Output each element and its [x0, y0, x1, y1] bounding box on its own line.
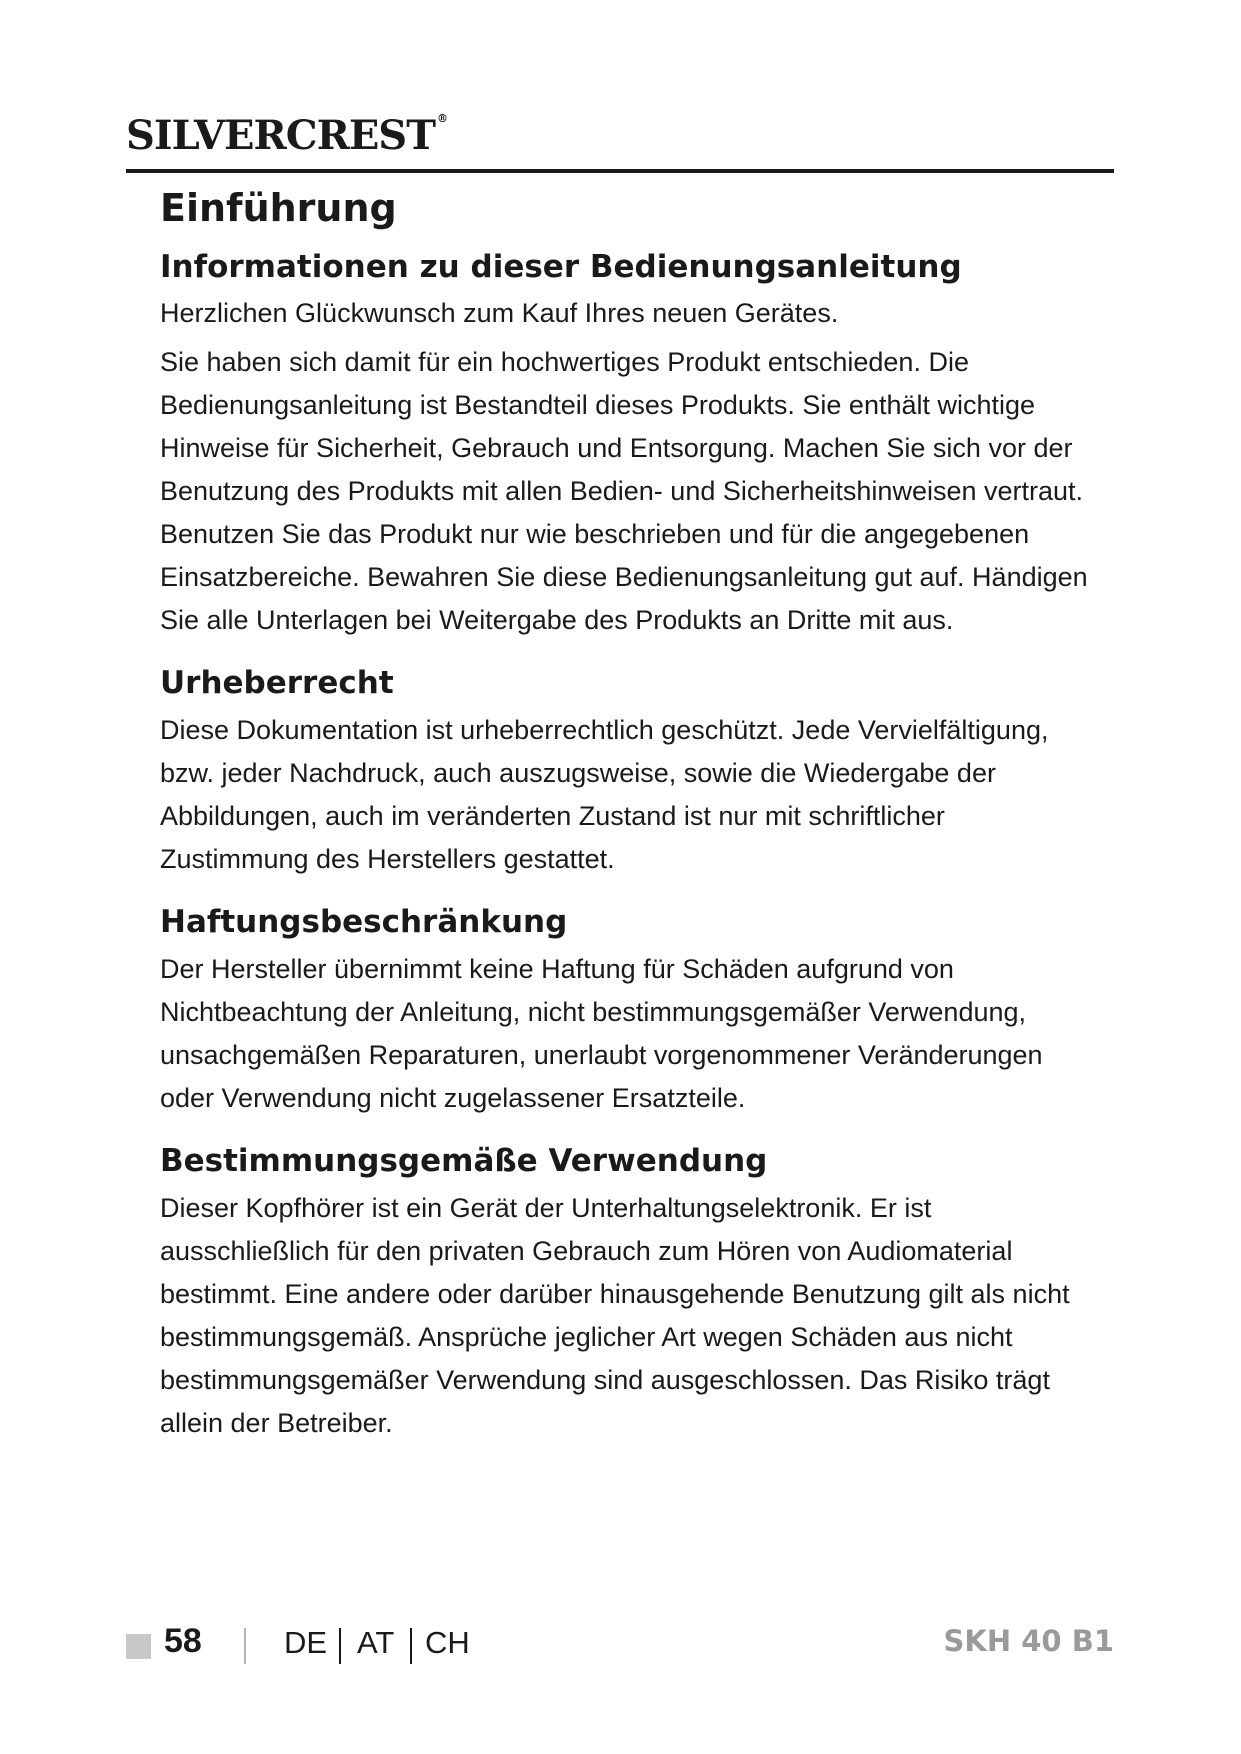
language-de: DE: [284, 1625, 328, 1660]
section-heading: Bestimmungsgemäße Verwendung: [160, 1142, 768, 1179]
brand-logo: [126, 112, 447, 159]
section-heading: Haftungsbeschränkung: [160, 904, 568, 941]
section-paragraph: Sie haben sich damit für ein hochwertiges Produkt entschieden. Die Bedienungsanleitung ist Bestandteil dieses Produkts. Sie enthält wichtige Hinweise für Sicherheit, Gebrauch und Entsorgung. Machen Sie sich vor der Benutzung des Produkts mit allen Bedien- und Sicherheitshinweisen vertraut. Benutzen Sie das Produkt nur wie beschrieben und für die angegebenen Einsatzbereiche. Bewahren Sie diese Bedienungsanleitung gut auf. Händigen Sie alle Unterlagen bei Weitergabe des Produkts an Dritte mit aus.: [160, 347, 1088, 636]
registered-mark: ®: [436, 112, 447, 125]
section-paragraph: Dieser Kopfhörer ist ein Gerät der Unterhaltungselektronik. Er ist ausschließlich für den privaten Gebrauch zum Hören von Audiomaterial bestimmt. Eine andere oder darüber hinausgehende Benutzung gilt als nicht bestimmungsgemäß. Ansprüche jeglicher Art wegen Schäden aus nicht bestimmungsgemäßer Verwendung sind ausgeschlossen. Das Risiko trägt allein der Betreiber.: [160, 1192, 1070, 1438]
page-footer: [126, 1620, 1114, 1670]
section-copyright: [160, 664, 1090, 881]
brand-name: SILVERCREST: [126, 112, 435, 159]
page-title: Einführung: [160, 186, 397, 230]
footer-divider: [244, 1628, 246, 1664]
section-paragraph: Diese Dokumentation ist urheberrechtlich geschützt. Jede Vervielfältigung, bzw. jeder Nachdruck, auch auszugsweise, sowie die Wiedergabe der Abbildungen, auch im veränderten Zustand ist nur mit schriftlicher Zustimmung des Herstellers gestattet.: [160, 715, 1049, 875]
section-paragraph: Herzlichen Glückwunsch zum Kauf Ihres neuen Gerätes.: [160, 298, 839, 329]
language-divider: [339, 1628, 341, 1664]
language-ch: CH: [425, 1625, 470, 1660]
section-paragraph: Der Hersteller übernimmt keine Haftung für Schäden aufgrund von Nichtbeachtung der Anleitung, nicht bestimmungsgemäßer Verwendung, unsachgemäßen Reparaturen, unerlaubt vorgenommener Veränderungen oder Verwendung nicht zugelassener Ersatzteile.: [160, 953, 1043, 1113]
model-number: SKH 40 B1: [943, 1624, 1114, 1658]
section-manual-info: [160, 248, 1090, 643]
footer-square-icon: [126, 1634, 151, 1659]
language-divider: [410, 1628, 412, 1664]
section-heading: Informationen zu dieser Bedienungsanleitung: [160, 248, 962, 285]
page-number: 58: [164, 1622, 202, 1660]
section-heading: Urheberrecht: [160, 665, 394, 702]
section-liability: [160, 903, 1090, 1120]
page-content: [160, 178, 1090, 1467]
header-rule: [126, 169, 1114, 173]
section-intended-use: [160, 1142, 1090, 1445]
language-at: AT: [357, 1625, 395, 1660]
